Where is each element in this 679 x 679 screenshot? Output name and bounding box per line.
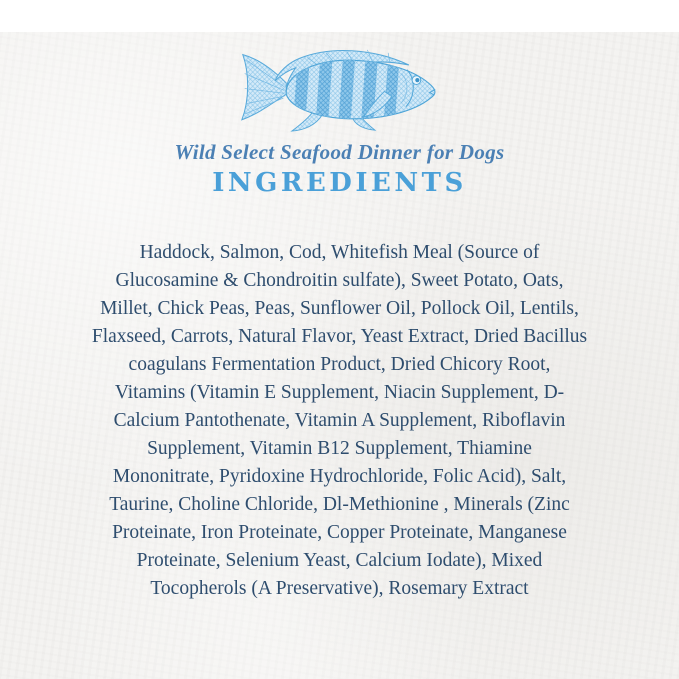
ingredients-line: Calcium Pantothenate, Vitamin A Supplement, Riboflavin [113,410,566,431]
ingredients-line: Taurine, Choline Chloride, Dl-Methionine , Minerals (Zinc [109,494,570,515]
ingredients-line: Mononitrate, Pyridoxine Hydrochloride, Folic Acid), Salt, [112,466,567,487]
ingredients-line: Tocopherols (A Preservative), Rosemary Extract [150,578,529,599]
ingredients-line: Supplement, Vitamin B12 Supplement, Thiamine [147,438,532,459]
ingredients-text [0,239,679,603]
fish-illustration [225,32,455,132]
ingredients-heading: INGREDIENTS [212,168,467,198]
ingredients-line: Proteinate, Selenium Yeast, Calcium Iodate), Mixed [136,550,543,571]
ingredients-line: Vitamins (Vitamin E Supplement, Niacin Supplement, D- [114,382,565,403]
product-name: Wild Select Seafood Dinner for Dogs [174,140,505,164]
ingredients-line: coagulans Fermentation Product, Dried Chicory Root, [128,354,551,375]
ingredients-line: Flaxseed, Carrots, Natural Flavor, Yeast Extract, Dried Bacillus [91,326,588,347]
ingredients-line: Haddock, Salmon, Cod, Whitefish Meal (Source of [139,242,540,263]
ingredient-label-panel [0,32,679,679]
ingredients-line: Millet, Chick Peas, Peas, Sunflower Oil, Pollock Oil, Lentils, [100,298,579,319]
ingredients-line: Proteinate, Iron Proteinate, Copper Proteinate, Manganese [112,522,567,543]
fish-icon [229,32,451,132]
ingredients-line: Glucosamine & Chondroitin sulfate), Sweet Potato, Oats, [115,270,564,291]
